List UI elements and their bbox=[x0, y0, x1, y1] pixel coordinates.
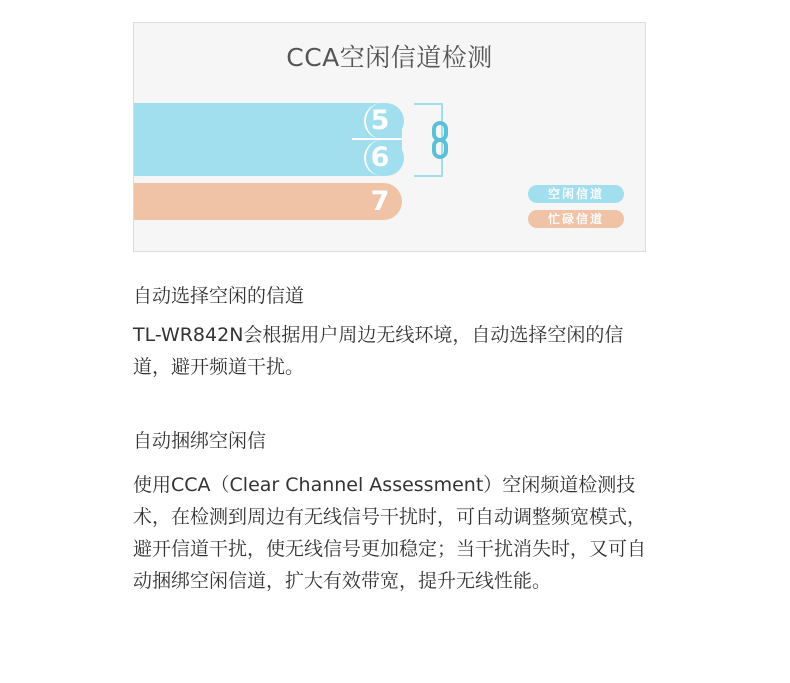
section-title-auto-bond: 自动捆绑空闲信 bbox=[133, 430, 267, 452]
cca-diagram bbox=[133, 22, 646, 252]
channel-6-label: 6 bbox=[370, 142, 390, 173]
chain-link-icon bbox=[431, 121, 449, 159]
section-body-auto-bond: 使用CCA（Clear Channel Assessment）空闲频道检测技术，在检测到周边有无线信号干扰时，可自动调整频宽模式，避开信道干扰，使无线信号更加稳定；当干扰消失时，又可自动捆绑空闲信道，扩大有效带宽，提升无线性能。 bbox=[133, 474, 647, 592]
legend-busy-channel: 忙碌信道 bbox=[528, 210, 624, 228]
diagram-title: CCA空闲信道检测 bbox=[286, 43, 493, 72]
section-body-auto-select: TL-WR842N会根据用户周边无线环境，自动选择空闲的信道，避开频道干扰。 bbox=[133, 324, 624, 378]
channel-separator bbox=[352, 138, 402, 140]
section-title-auto-select: 自动选择空闲的信道 bbox=[133, 285, 305, 307]
channel-5-label: 5 bbox=[370, 105, 390, 136]
busy-channel-bar bbox=[134, 183, 402, 220]
channel-7-label: 7 bbox=[370, 186, 390, 217]
legend-idle-channel: 空闲信道 bbox=[528, 185, 624, 203]
